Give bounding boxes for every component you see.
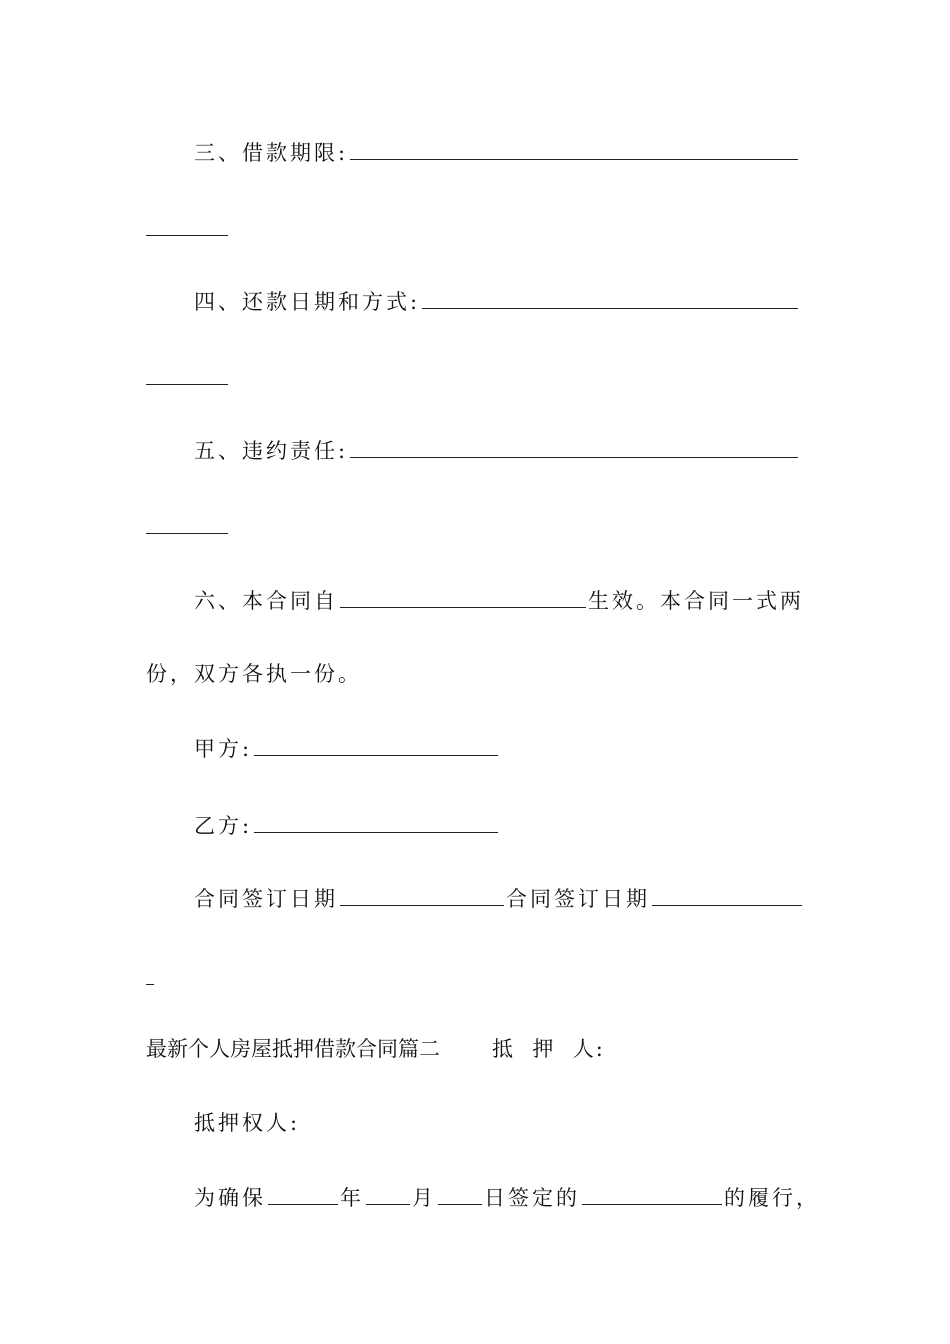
sign-date-line (146, 884, 810, 914)
party-b-line (146, 811, 810, 841)
ensure-month-label: 月 (412, 1186, 436, 1210)
liability-blank (350, 437, 798, 458)
effective-label-end: 生效。本合同一式两 (588, 589, 804, 613)
party-a-blank (254, 735, 498, 756)
effective-date-blank (340, 587, 586, 608)
loan-term-line (146, 138, 810, 168)
loan-term-blank (350, 139, 798, 160)
loan-term-label: 三、借款期限: (194, 141, 349, 165)
party-b-label: 乙方: (194, 814, 253, 838)
sign-date-blank-2 (652, 885, 802, 906)
party-a-line (146, 734, 810, 764)
repayment-blank-continued (146, 384, 228, 385)
liability-line (146, 436, 810, 466)
ensure-line (146, 1183, 826, 1213)
ensure-contract-blank (582, 1184, 722, 1205)
section-two-title: 最新个人房屋抵押借款合同篇二 (146, 1037, 440, 1061)
ensure-month-blank (366, 1184, 410, 1205)
ensure-label-end: 的履行， (724, 1186, 820, 1210)
mortgagor-label: 抵 押 人: (492, 1037, 605, 1061)
liability-blank-continued (146, 533, 228, 534)
ensure-year-label: 年 (340, 1186, 364, 1210)
repayment-blank (422, 288, 798, 309)
party-a-label: 甲方: (194, 737, 253, 761)
liability-label: 五、违约责任: (194, 439, 349, 463)
sign-date-label-1: 合同签订日期 (194, 887, 338, 911)
mortgagee-line (146, 1108, 810, 1138)
sign-date-blank-1 (340, 885, 504, 906)
section-two-line (146, 1034, 810, 1064)
repayment-label: 四、还款日期和方式: (194, 290, 421, 314)
mortgagee-label: 抵押权人: (194, 1111, 301, 1135)
copies-line (146, 659, 810, 689)
party-b-blank (254, 812, 498, 833)
effective-label-start: 六、本合同自 (194, 589, 338, 613)
sign-date-blank-continued (146, 984, 154, 985)
repayment-line (146, 287, 810, 317)
ensure-day-label: 日签定的 (484, 1186, 580, 1210)
ensure-year-blank (268, 1184, 338, 1205)
loan-term-blank-continued (146, 235, 228, 236)
effective-line (146, 586, 810, 616)
ensure-label: 为确保 (194, 1186, 266, 1210)
sign-date-label-2: 合同签订日期 (506, 887, 650, 911)
copies-text: 份，双方各执一份。 (146, 662, 362, 686)
ensure-day-blank (438, 1184, 482, 1205)
